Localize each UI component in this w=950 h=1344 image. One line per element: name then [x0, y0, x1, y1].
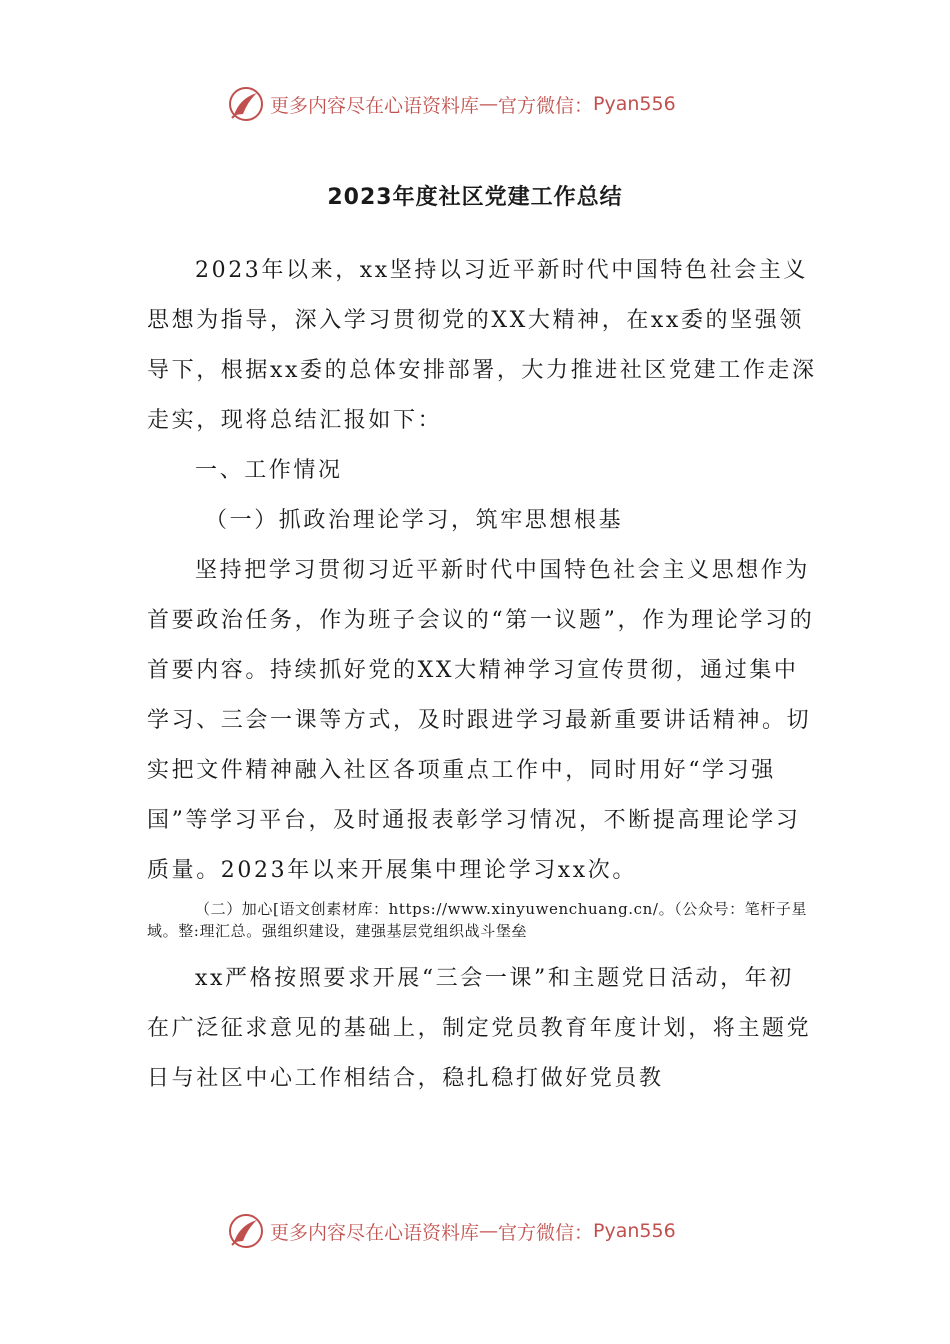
banner-wechat-label: 官方微信： [498, 1221, 594, 1244]
banner-wechat-id: Pyan556 [593, 93, 676, 115]
document-title: 2023年度社区党建工作总结 [327, 185, 623, 210]
banner-separator: — [479, 1220, 499, 1242]
banner-wechat-label: 官方微信： [498, 94, 594, 117]
pen-logo-icon [226, 84, 266, 124]
body-paragraph-2: xx严格按照要求开展“三会一课”和主题党日活动，年初在广泛征求意见的基础上，制定党员教育年度计划，将主题党日与社区中心工作相结合，稳扎稳打做好党员教 [147, 966, 812, 1091]
subsection-heading-2: （二）加心[语文创素材库：https://www.xinyuwenchuang.cn/。（公众号：笔杆子星域。整:理汇总。强组织建设，建强基层党组织战斗堡垒 [147, 900, 808, 940]
section-heading: 一、工作情况 [195, 458, 343, 483]
intro-paragraph: 2023年以来，xx坚持以习近平新时代中国特色社会主义思想为指导，深入学习贯彻党的XX大精神，在xx委的坚强领导下，根据xx委的总体安排部署，大力推进社区党建工作走深走实，现将总结汇报如下： [147, 258, 817, 433]
pen-logo-icon [226, 1211, 266, 1251]
header-banner [226, 82, 676, 126]
banner-text: 更多内容尽在心语资料库 [270, 94, 480, 117]
banner-wechat-id: Pyan556 [593, 1220, 676, 1242]
footer-banner [226, 1209, 676, 1253]
banner-separator: — [479, 93, 499, 115]
document-body [147, 246, 817, 1104]
body-paragraph-1: 坚持把学习贯彻习近平新时代中国特色社会主义思想作为首要政治任务，作为班子会议的“第一议题”，作为理论学习的首要内容。持续抓好党的XX大精神学习宣传贯彻，通过集中学习、三会一课等方式，及时跟进学习最新重要讲话精神。切实把文件精神融入社区各项重点工作中，同时用好“学习强国”等学习平台，及时通报表彰学习情况，不断提高理论学习质量。2023年以来开展集中理论学习xx次。 [147, 558, 815, 883]
subsection-heading-1: （一）抓政治理论学习，筑牢思想根基 [205, 508, 624, 533]
banner-text: 更多内容尽在心语资料库 [270, 1221, 480, 1244]
